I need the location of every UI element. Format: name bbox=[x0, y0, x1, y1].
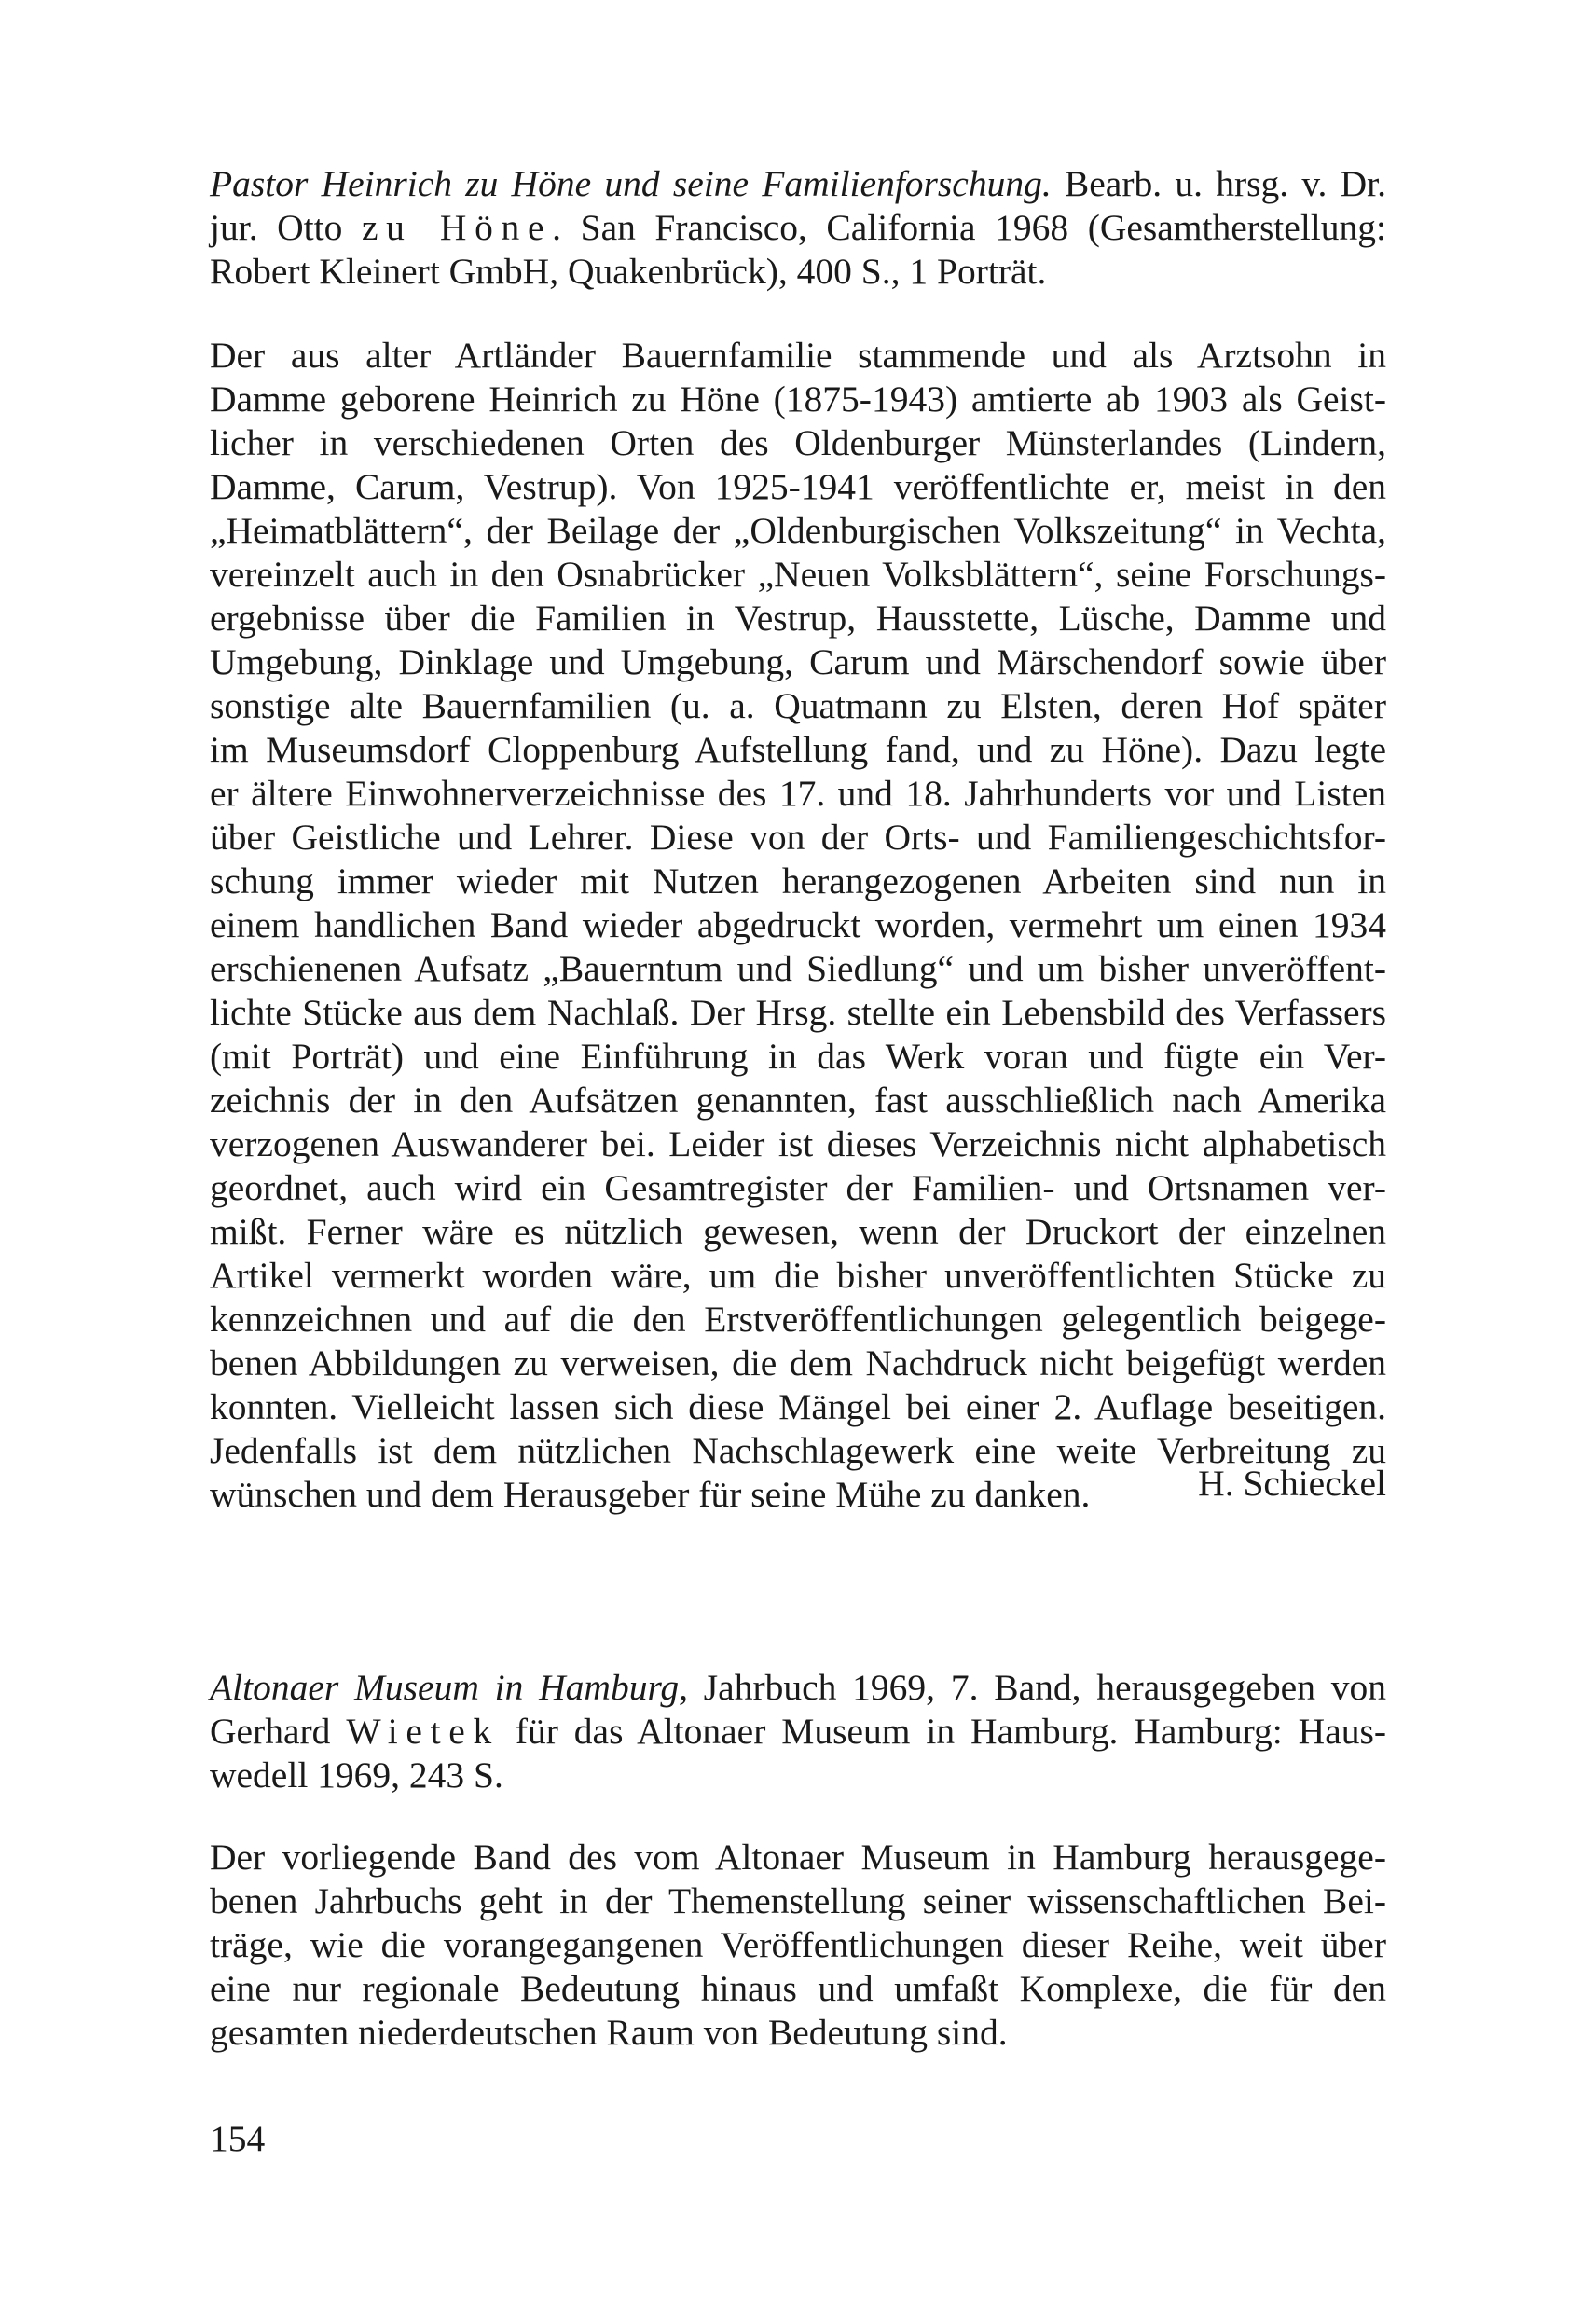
review1-heading-line-2: jur. Otto zu Höne. San Francisco, California 1968 (Gesamtherstellung: bbox=[210, 207, 1386, 248]
review1-line: licher in verschiedenen Orten des Oldenburger Münsterlandes (Lindern, bbox=[210, 422, 1386, 463]
review2-line: träge, wie die vorangegangenen Veröffentlichungen dieser Reihe, weit über bbox=[210, 1924, 1386, 1965]
review1-line: Der aus alter Artländer Bauernfamilie stammende und als Arztsohn in bbox=[210, 335, 1386, 376]
review1-line: „Heimatblättern“, der Beilage der „Oldenburgischen Volkszeitung“ in Vechta, bbox=[210, 510, 1386, 551]
review1-line: vereinzelt auch in den Osnabrücker „Neuen Volksblättern“, seine Forschungs- bbox=[210, 554, 1386, 595]
review1-line: einem handlichen Band wieder abgedruckt worden, vermehrt um einen 1934 bbox=[210, 904, 1386, 945]
review1-heading-line-1: Pastor Heinrich zu Höne und seine Familienforschung. Bearb. u. hrsg. v. Dr. bbox=[210, 163, 1386, 204]
review1-line: ergebnisse über die Familien in Vestrup, Hausstette, Lüsche, Damme und bbox=[210, 598, 1386, 639]
review2-line: Der vorliegende Band des vom Altonaer Museum in Hamburg herausgege- bbox=[210, 1837, 1386, 1878]
review1-line: wünschen und dem Herausgeber für seine Mühe zu danken. bbox=[210, 1474, 1091, 1515]
review1-line: mißt. Ferner wäre es nützlich gewesen, wenn der Druckort der einzelnen bbox=[210, 1211, 1386, 1252]
review1-heading bbox=[210, 162, 1386, 294]
review2-line: eine nur regionale Bedeutung hinaus und umfaßt Komplexe, die für den bbox=[210, 1968, 1386, 2009]
review2-heading-line-1: Altonaer Museum in Hamburg, Jahrbuch 1969, 7. Band, herausgegeben von bbox=[210, 1667, 1387, 1708]
review1-line: Umgebung, Dinklage und Umgebung, Carum und Märschendorf sowie über bbox=[210, 641, 1386, 682]
review1-heading-line-3: Robert Kleinert GmbH, Quakenbrück), 400 S., 1 Porträt. bbox=[210, 251, 1047, 292]
review1-line: sonstige alte Bauernfamilien (u. a. Quatmann zu Elsten, deren Hof später bbox=[210, 685, 1386, 726]
review2-body bbox=[210, 1836, 1386, 2055]
review1-line: erschienenen Aufsatz „Bauerntum und Siedlung“ und um bisher unveröffent- bbox=[210, 948, 1386, 989]
review1-line: zeichnis der in den Aufsätzen genannten, fast ausschließlich nach Amerika bbox=[210, 1080, 1386, 1121]
review1-line: konnten. Vielleicht lassen sich diese Mängel bei einer 2. Auflage beseitigen. bbox=[210, 1386, 1386, 1427]
review1-line: (mit Porträt) und eine Einführung in das Werk voran und fügte ein Ver- bbox=[210, 1036, 1386, 1077]
review1-line: im Museumsdorf Cloppenburg Aufstellung fand, und zu Höne). Dazu legte bbox=[210, 729, 1386, 770]
page-number: 154 bbox=[210, 2118, 266, 2159]
review2-line: benen Jahrbuchs geht in der Themenstellung seiner wissenschaftlichen Bei- bbox=[210, 1880, 1386, 1921]
review1-line: Artikel vermerkt worden wäre, um die bisher unveröffentlichten Stücke zu bbox=[210, 1255, 1386, 1296]
review1-title: Pastor Heinrich zu Höne und seine Familienforschung. bbox=[210, 163, 1052, 204]
review1-line: geordnet, auch wird ein Gesamtregister der Familien- und Ortsnamen ver- bbox=[210, 1167, 1386, 1208]
review1-line: er ältere Einwohnerverzeichnisse des 17. und 18. Jahrhunderts vor und Listen bbox=[210, 773, 1386, 814]
review1-line: Jedenfalls ist dem nützlichen Nachschlagewerk eine weite Verbreitung zu bbox=[210, 1430, 1386, 1471]
review1-line: kennzeichnen und auf die den Erstveröffentlichungen gelegentlich beigege- bbox=[210, 1299, 1386, 1340]
review1-body bbox=[210, 334, 1386, 1517]
review2-heading bbox=[210, 1666, 1386, 1797]
review1-editor-name: zu Höne bbox=[361, 207, 553, 248]
review1-line: Damme geborene Heinrich zu Höne (1875-1943) amtierte ab 1903 als Geist- bbox=[210, 378, 1386, 420]
review2-line: gesamten niederdeutschen Raum von Bedeutung sind. bbox=[210, 2012, 1008, 2053]
review1-line: schung immer wieder mit Nutzen herangezogenen Arbeiten sind nun in bbox=[210, 860, 1386, 901]
review2-editor-name: Wietek bbox=[346, 1711, 500, 1752]
page bbox=[210, 0, 1386, 2312]
review1-line: benen Abbildungen zu verweisen, die dem Nachdruck nicht beigefügt werden bbox=[210, 1342, 1386, 1383]
review1-line: Damme, Carum, Vestrup). Von 1925-1941 veröffentlichte er, meist in den bbox=[210, 466, 1386, 507]
review1-line: lichte Stücke aus dem Nachlaß. Der Hrsg. stellte ein Lebensbild des Verfassers bbox=[210, 992, 1386, 1033]
review2-heading-line-2: Gerhard Wietek für das Altonaer Museum in Hamburg. Hamburg: Haus- bbox=[210, 1711, 1386, 1752]
review2-heading-line-3: wedell 1969, 243 S. bbox=[210, 1755, 503, 1796]
review1-line: über Geistliche und Lehrer. Diese von der Orts- und Familiengeschichtsfor- bbox=[210, 817, 1386, 858]
review2-title: Altonaer Museum in Hamburg, bbox=[210, 1667, 688, 1708]
review1-line: verzogenen Auswanderer bei. Leider ist dieses Verzeichnis nicht alphabetisch bbox=[210, 1123, 1386, 1164]
review1-signature: H. Schieckel bbox=[1198, 1463, 1386, 1504]
